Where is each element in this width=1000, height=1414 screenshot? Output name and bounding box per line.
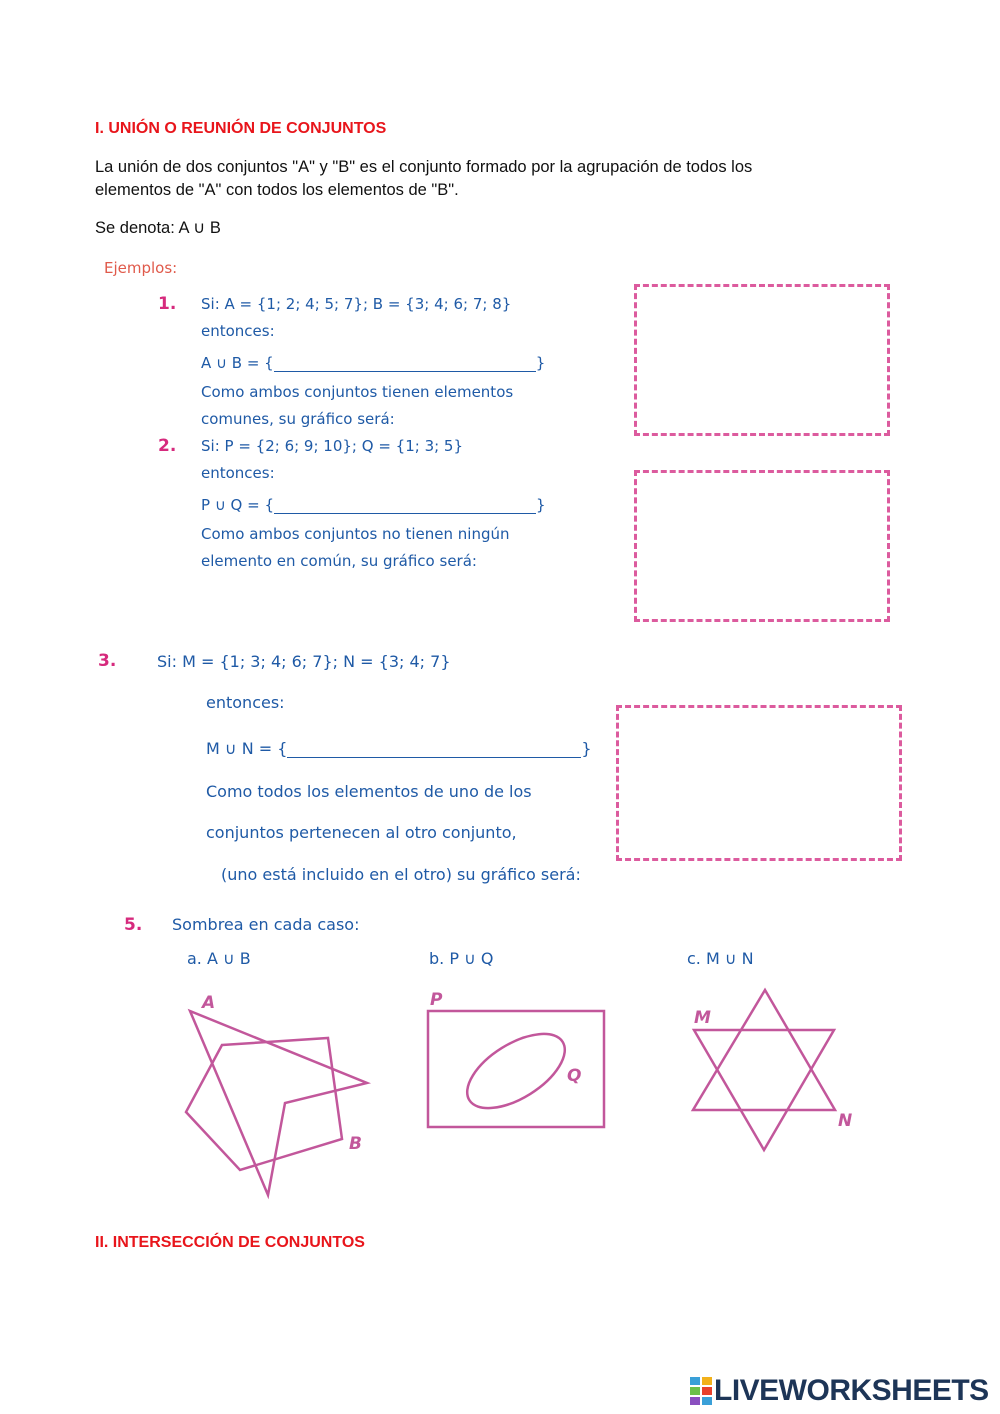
example-1-union-prefix: A ∪ B = {: [201, 354, 274, 372]
definition-line-2: elementos de "A" con todos los elementos de "B".: [95, 181, 459, 199]
definition-line-1: La unión de dos conjuntos "A" y "B" es el conjunto formado por la agrupación de todos los: [95, 158, 753, 176]
example-3-sets: Si: M = {1; 3; 4; 6; 7}; N = {3; 4; 7}: [157, 652, 451, 671]
example-1-union-answer-input[interactable]: [274, 351, 536, 372]
example-2-sets: Si: P = {2; 6; 9; 10}; Q = {1; 3; 5}: [201, 437, 464, 455]
notation-text: Se denota: A ∪ B: [95, 219, 221, 237]
example-1-explanation-1: Como ambos conjuntos tienen elementos: [201, 383, 514, 401]
example-3-explanation-1: Como todos los elementos de uno de los: [206, 782, 532, 801]
example-2-explanation-2: elemento en común, su gráfico será:: [201, 552, 477, 570]
set-n-label: N: [838, 1111, 853, 1131]
example-2-graph-box[interactable]: [634, 470, 890, 622]
liveworksheets-brand-text: LIVEWORKSHEETS: [714, 1374, 989, 1407]
set-b-label: B: [349, 1134, 362, 1154]
set-q-label: Q: [567, 1066, 582, 1086]
example-3-union-row: [206, 737, 592, 758]
example-3-union-suffix: }: [581, 739, 592, 758]
example-2-number: 2.: [158, 436, 177, 456]
liveworksheets-logo: [690, 1376, 989, 1406]
set-m-label: M: [694, 1008, 711, 1028]
example-2-entonces: entonces:: [201, 464, 275, 482]
exercise-5-number: 5.: [124, 915, 143, 935]
example-1-union-row: [201, 351, 545, 372]
example-2-union-suffix: }: [536, 496, 546, 514]
examples-label: Ejemplos:: [104, 259, 178, 277]
example-2-union-row: [201, 493, 546, 514]
set-m-shape[interactable]: [693, 990, 835, 1110]
example-2-explanation-1: Como ambos conjuntos no tienen ningún: [201, 525, 510, 543]
example-1-explanation-2: comunes, su gráfico será:: [201, 410, 395, 428]
section-title-intersection: II. INTERSECCIÓN DE CONJUNTOS: [95, 1234, 365, 1251]
example-1-number: 1.: [158, 294, 177, 314]
diagram-b-union[interactable]: [420, 985, 620, 1145]
example-2-union-answer-input[interactable]: [274, 493, 536, 514]
example-1-entonces: entonces:: [201, 322, 275, 340]
example-3-explanation-2: conjuntos pertenecen al otro conjunto,: [206, 823, 517, 842]
exercise-5c-label: c. M ∪ N: [687, 949, 754, 968]
example-3-explanation-3: (uno está incluido en el otro) su gráfico será:: [221, 865, 581, 884]
diagram-c-union[interactable]: [680, 980, 880, 1165]
set-q-shape[interactable]: [455, 1019, 577, 1123]
set-p-label: P: [430, 990, 443, 1010]
exercise-5b-label: b. P ∪ Q: [429, 949, 494, 968]
set-a-label: A: [202, 993, 216, 1013]
exercise-5a-label: a. A ∪ B: [187, 949, 251, 968]
set-n-shape[interactable]: [694, 1030, 834, 1150]
section-title-union: I. UNIÓN O REUNIÓN DE CONJUNTOS: [95, 120, 387, 137]
set-a-shape[interactable]: [190, 1011, 367, 1195]
example-3-union-prefix: M ∪ N = {: [206, 739, 288, 758]
example-1-sets: Si: A = {1; 2; 4; 5; 7}; B = {3; 4; 6; 7; 8}: [201, 295, 512, 313]
example-2-union-prefix: P ∪ Q = {: [201, 496, 275, 514]
exercise-5-instruction: Sombrea en cada caso:: [172, 915, 360, 934]
example-3-number: 3.: [98, 651, 117, 671]
liveworksheets-grid-icon: [690, 1377, 712, 1405]
example-1-union-suffix: }: [535, 354, 546, 372]
example-3-graph-box[interactable]: [616, 705, 902, 861]
example-3-entonces: entonces:: [206, 693, 285, 712]
example-3-union-answer-input[interactable]: [287, 737, 581, 758]
diagram-a-union[interactable]: [170, 985, 390, 1205]
example-1-graph-box[interactable]: [634, 284, 890, 436]
